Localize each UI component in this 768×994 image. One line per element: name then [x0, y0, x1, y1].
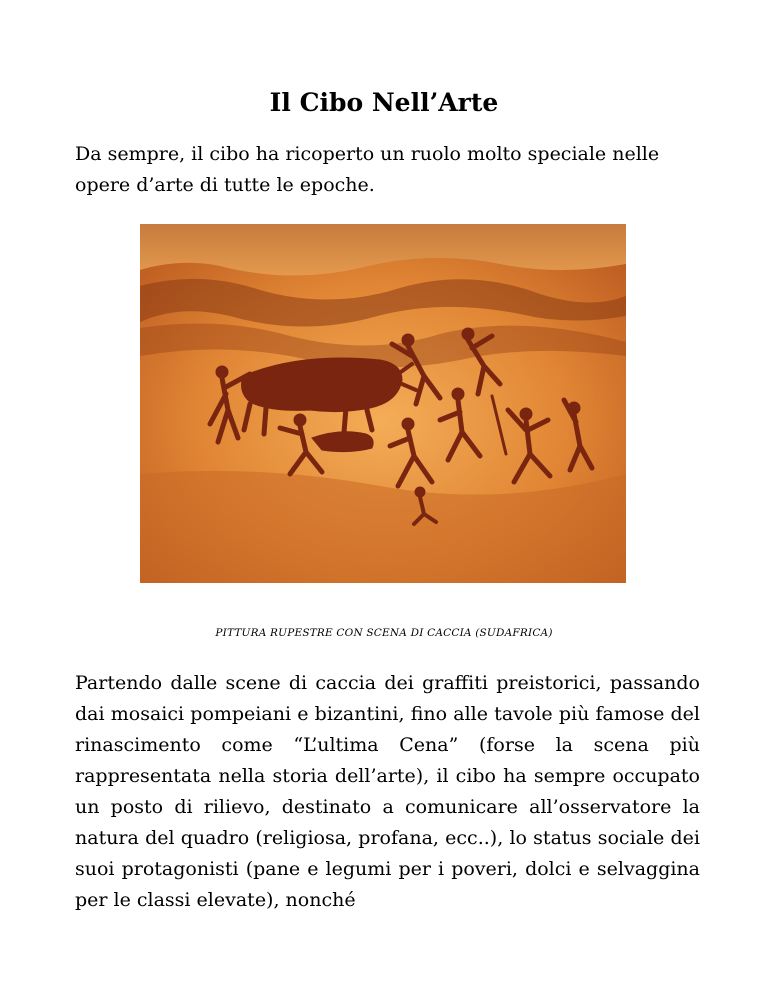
cave-painting-illustration — [140, 224, 626, 583]
figure-caption: PITTURA RUPESTRE CON SCENA DI CACCIA (SUDAFRICA) — [215, 627, 553, 639]
cave-painting-image — [140, 224, 626, 583]
intro-paragraph: Da sempre, il cibo ha ricoperto un ruolo molto speciale nelle opere d’arte di tutte le epoche. — [75, 143, 660, 196]
document-title: Il Cibo Nell’Arte — [269, 88, 499, 117]
painted-animal-small — [312, 432, 373, 452]
body-paragraph: Partendo dalle scene di caccia dei graffiti preistorici, passando dai mosaici pompeiani e bizantini, fino alle tavole più famose del rinascimento come “L’ultima Cena” (forse la scena più rappresentata nella storia dell’arte), il cibo ha sempre occupato un posto di rilievo, destinato a comunicare all’osservatore la natura del quadro (religiosa, profana, ecc..), lo status sociale dei suoi protagonisti (pane e legumi per i poveri, dolci e selvaggina per le classi elevate), nonché — [75, 672, 700, 911]
